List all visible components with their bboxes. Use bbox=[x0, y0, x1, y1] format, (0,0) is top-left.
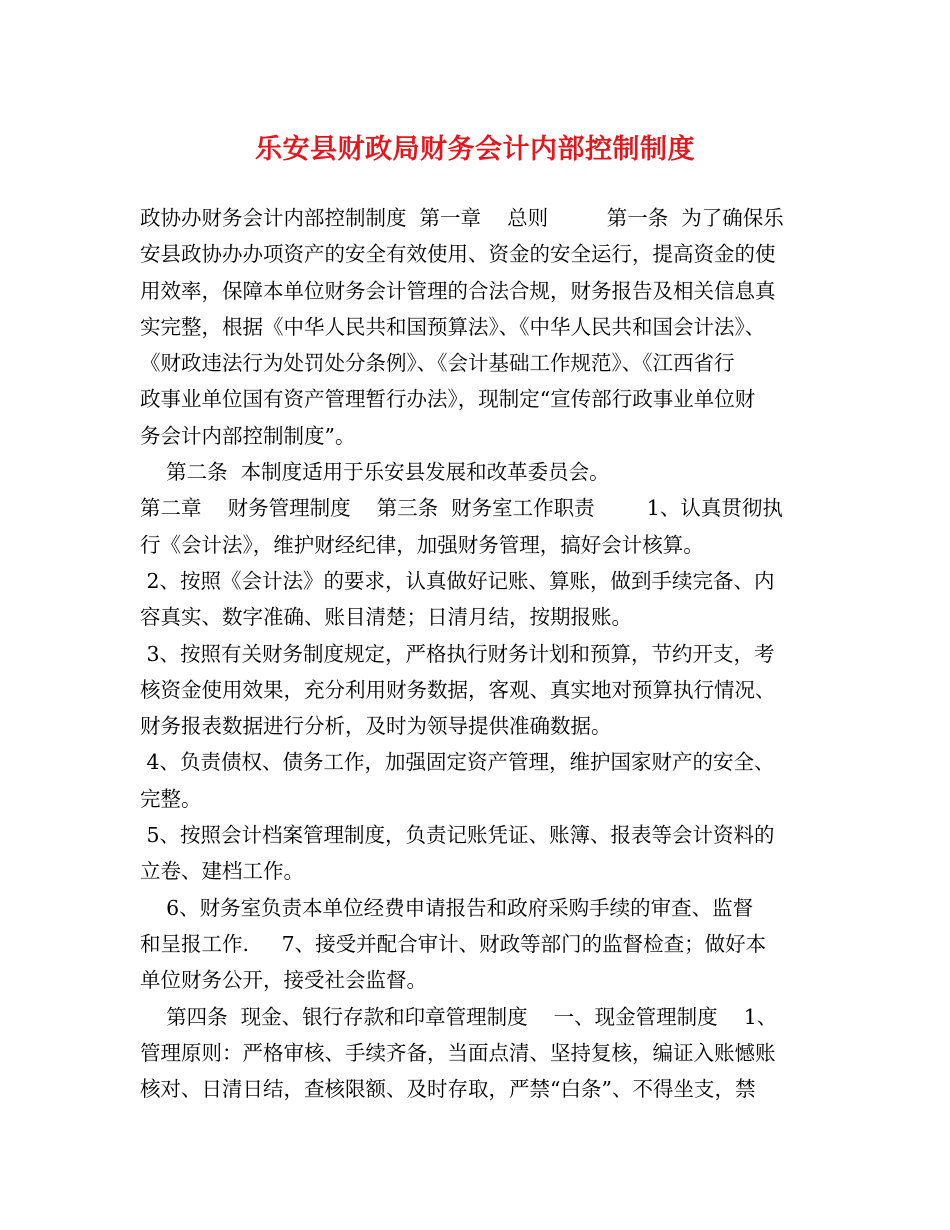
body-line: 安县政协办办项资产的安全有效使用、资金的安全运行，提高资金的使 bbox=[140, 242, 776, 267]
body-line: 核对、日清日结，查核限额、及时存取，严禁“白条”、不得坐支，禁 bbox=[140, 1077, 756, 1102]
body-line: 立卷、建档工作。 bbox=[140, 859, 304, 884]
body-line: 第二章 财务管理制度 第三条 财务室工作职责 1、认真贯彻执 bbox=[140, 496, 783, 521]
body-line: 单位财务公开，接受社会监督。 bbox=[140, 968, 427, 993]
body-line: 完整。 bbox=[140, 786, 202, 811]
body-line: 政事业单位国有资产管理暂行办法》，现制定“宣传部行政事业单位财 bbox=[140, 387, 756, 412]
body-line: 第四条 现金、银行存款和印章管理制度 一、现金管理制度 1、 bbox=[140, 1004, 778, 1029]
body-line: 4、负责债权、债务工作，加强固定资产管理，维护国家财产的安全、 bbox=[140, 750, 775, 775]
body-line: 行《会计法》，维护财经纪律，加强财务管理，搞好会计核算。 bbox=[140, 532, 704, 557]
body-line: 3、按照有关财务制度规定，严格执行财务计划和预算，节约开支，考 bbox=[140, 641, 775, 666]
body-line: 核资金使用效果，充分利用财务数据，客观、真实地对预算执行情况、 bbox=[140, 677, 776, 702]
body-line: 和呈报工作. 7、接受并配合审计、财政等部门的监督检查；做好本 bbox=[140, 931, 767, 956]
body-line: 用效率，保障本单位财务会计管理的合法合规，财务报告及相关信息真 bbox=[140, 278, 776, 303]
body-line: 务会计内部控制制度”。 bbox=[140, 423, 356, 448]
body-line: 《财政违法行为处罚处分条例》、《会计基础工作规范》、《江西省行 bbox=[140, 351, 735, 376]
body-line: 实完整，根据《中华人民共和国预算法》、《中华人民共和国会计法》、 bbox=[140, 314, 766, 339]
document-title: 乐安县财政局财务会计内部控制制度 bbox=[255, 134, 695, 165]
body-line: 管理原则：严格审核、手续齐备，当面点清、坚持复核，编证入账憾账 bbox=[140, 1040, 776, 1065]
body-line: 容真实、数字准确、账目清楚；日清月结，按期报账。 bbox=[140, 605, 632, 630]
body-line: 5、按照会计档案管理制度，负责记账凭证、账簿、报表等会计资料的 bbox=[140, 823, 775, 848]
body-line: 第二条 本制度适用于乐安县发展和改革委员会。 bbox=[140, 460, 610, 485]
document-body bbox=[140, 200, 820, 1107]
body-line: 政协办财务会计内部控制制度 第一章 总则 第一条 为了确保乐 bbox=[140, 206, 784, 230]
body-line: 2、按照《会计法》的要求，认真做好记账、算账，做到手续完备、内 bbox=[140, 568, 775, 593]
body-line: 6、财务室负责本单位经费申请报告和政府采购手续的审查、监督 bbox=[140, 895, 754, 920]
body-line: 财务报表数据进行分析，及时为领导提供准确数据。 bbox=[140, 714, 612, 739]
